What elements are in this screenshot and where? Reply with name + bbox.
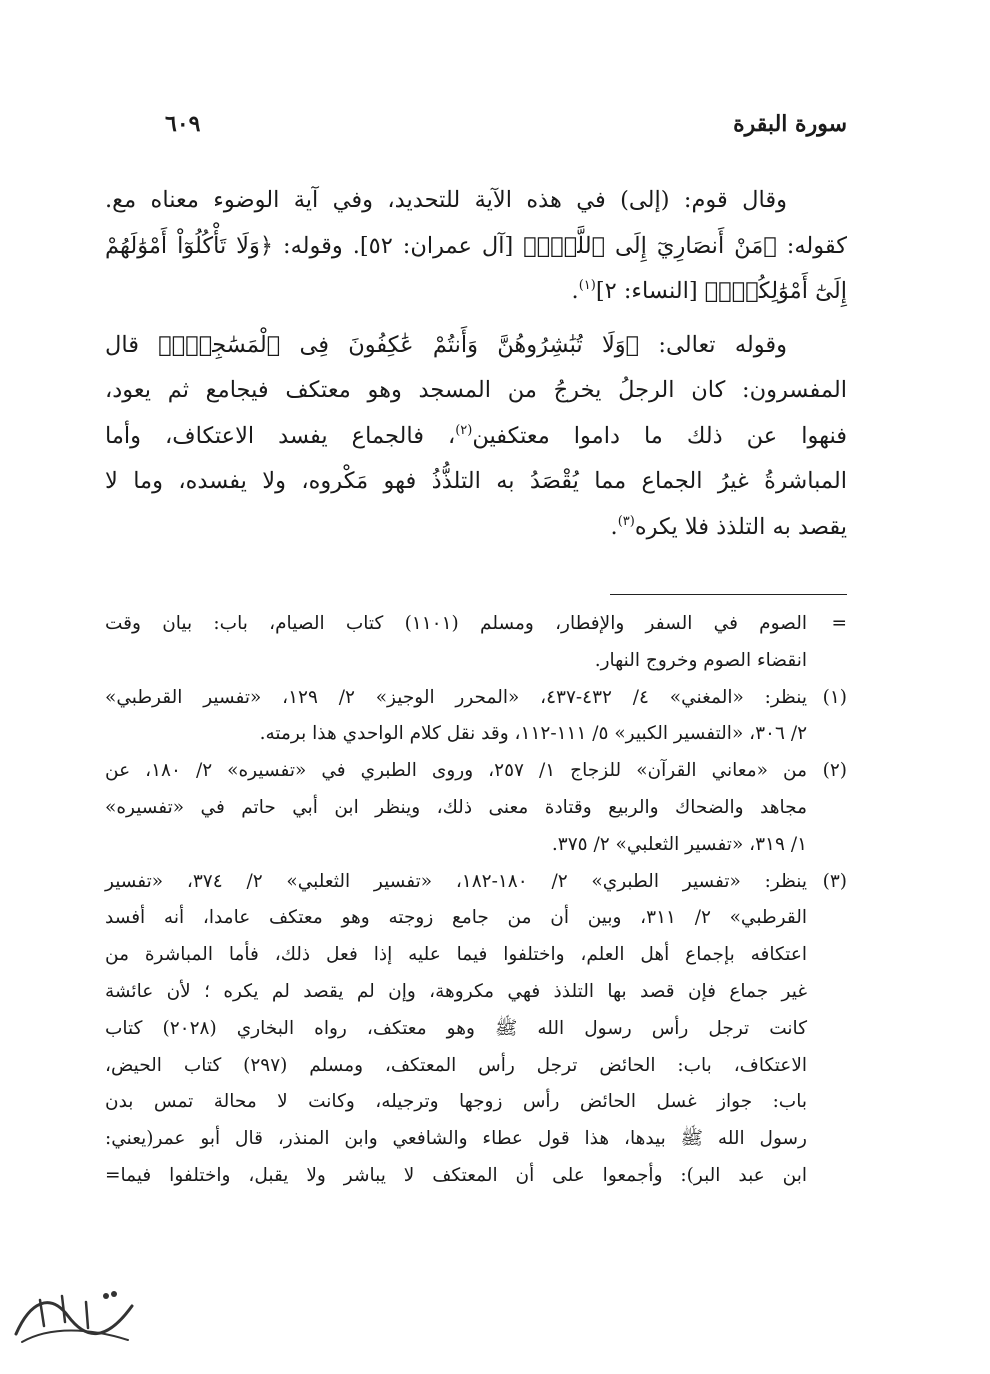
- footnote-line: ينظر: «تفسير الطبري» ٢/ ١٨٠-١٨٢، «تفسير الثعلبي» ٢/ ٣٧٤، «تفسير: [105, 870, 807, 892]
- text-line: المفسرون: كان الرجلُ يخرجُ من المسجد وهو معتكف فيجامع ثم يعود،: [105, 377, 847, 403]
- running-header: [105, 104, 847, 144]
- text-line: وقوله تعالى: ﴿وَلَا تُبَٰشِرُوهُنَّ وَأَنتُمْ عَٰكِفُونَ فِى ٱلْمَسَٰجِدِۗ﴾ قال: [105, 331, 787, 358]
- footnote-line: رسول الله ﷺ بيدها، هذا قول عطاء والشافعي وابن المنذر، قال أبو عمر(يعني:: [105, 1128, 807, 1150]
- text-line: [105, 505, 847, 551]
- footnote-3: [105, 864, 847, 1195]
- footnote-marker: =: [831, 613, 847, 634]
- text-line: [105, 269, 847, 315]
- paragraph-1: [105, 178, 847, 315]
- page-number: ٦٠٩: [165, 111, 201, 137]
- footnote-line: ٢/ ٣٠٦، «التفسير الكبير» ٥/ ١١١-١١٢، وقد نقل كلام الواحدي هذا برمته.: [259, 723, 807, 745]
- footnote-ref-1[interactable]: (١): [578, 278, 596, 293]
- footnote-marker: (١): [822, 686, 847, 708]
- footnote-line: اعتكافه بإجماع أهل العلم، واختلفوا فيما عليه إذا فعل ذلك، فأما المباشرة من: [105, 944, 807, 966]
- footnote-line: ينظر: «المغني» ٤/ ٤٣٢-٤٣٧، «المحرر الوجيز» ٢/ ١٢٩، «تفسير القرطبي»: [105, 686, 807, 708]
- footnote-line: الاعتكاف، باب: الحائض ترجل رأس المعتكف، ومسلم (٢٩٧) كتاب الحيض،: [105, 1054, 808, 1076]
- text-line: وقال قوم: (إلى) في هذه الآية للتحديد، وفي آية الوضوء معناه مع.: [105, 187, 787, 213]
- footnote-marker: (٢): [822, 760, 847, 782]
- text-line: المباشرةُ غيرُ الجماع مما يُقْصَدُ به التلذُّذُ فهو مَكْروه، ولا يفسده، وما لا: [105, 468, 847, 494]
- text-line: [105, 414, 847, 460]
- footnotes: [105, 606, 847, 1195]
- text-segment: ، فالجماع يفسد الاعتكاف، وأما: [105, 422, 456, 449]
- text-segment: فنهوا عن ذلك ما داموا معتكفين: [472, 422, 848, 449]
- footnote-body: [105, 753, 807, 863]
- footnote-line: باب: جواز غسل الحائض رأس زوجها وترجيله، وكانت لا محالة تمس بدن: [105, 1091, 807, 1113]
- footnote-1: [105, 680, 847, 754]
- paragraph-2: [105, 323, 847, 551]
- text-line: كقوله: ﴿مَنْ أَنصَارِيٓ إِلَى ٱللَّهِۖ﴾ [آل عمران: ٥٢]. وقوله: ﴿وَلَا تَأْكُلُوٓاْ أَمْوَٰلَهُمْ: [105, 232, 848, 259]
- text-segment: .: [571, 278, 579, 304]
- footnote-line: مجاهد والضحاك والربيع وقتادة معنى ذلك، وينظر ابن أبي حاتم في «تفسيره»: [105, 796, 807, 818]
- footnote-marker: (٣): [822, 870, 847, 892]
- footnote-body: [105, 864, 807, 1195]
- footnote-line: كانت ترجل رأس رسول الله ﷺ وهو معتكف، رواه البخاري (٢٠٢٨) كتاب: [105, 1017, 807, 1039]
- footnote-body: [105, 680, 807, 754]
- book-page: [105, 0, 847, 1374]
- footnote-2: [105, 753, 847, 863]
- footnote-body: [105, 606, 807, 680]
- text-segment: إِلَىٰٓ أَمْوَٰلِكُمْۚ﴾ [النساء: ٢]: [595, 278, 847, 304]
- footnote-divider: [610, 594, 847, 595]
- surah-title: سورة البقرة: [733, 111, 847, 137]
- library-logo: [10, 1282, 140, 1360]
- footnote-line: من «معاني القرآن» للزجاج ١/ ٢٥٧، وروى الطبري في «تفسيره» ٢/ ١٨٠، عن: [105, 760, 807, 782]
- footnote-line: القرطبي» ٢/ ٣١١، وبين أن من جامع زوجته وهو معتكف عامدا، أنه أفسد: [105, 907, 807, 929]
- footnote-line: ابن عبد البر): وأجمعوا على أن المعتكف لا يباشر ولا يقبل، واختلفوا فيما=: [105, 1164, 807, 1186]
- footnote-line: الصوم في السفر والإفطار، ومسلم (١١٠١) كتاب الصيام، باب: بيان وقت: [105, 613, 808, 634]
- text-segment: .: [610, 513, 618, 540]
- footnote-continued: [105, 606, 847, 680]
- footnote-line: غير جماع فإن قصد بها التلذذ فهي مكروهة، وإن لم يقصد لم يكره ؛ لأن عائشة: [105, 980, 807, 1002]
- footnote-line: انقضاء الصوم وخروج النهار.: [594, 649, 807, 671]
- main-text: [105, 178, 847, 558]
- footnote-ref-2[interactable]: (٢): [455, 422, 473, 438]
- footnote-line: ١/ ٣١٩، «تفسير الثعلبي» ٢/ ٣٧٥.: [551, 833, 807, 855]
- footnote-ref-3[interactable]: (٣): [617, 513, 635, 529]
- text-segment: يقصد به التلذذ فلا يكره: [634, 513, 847, 540]
